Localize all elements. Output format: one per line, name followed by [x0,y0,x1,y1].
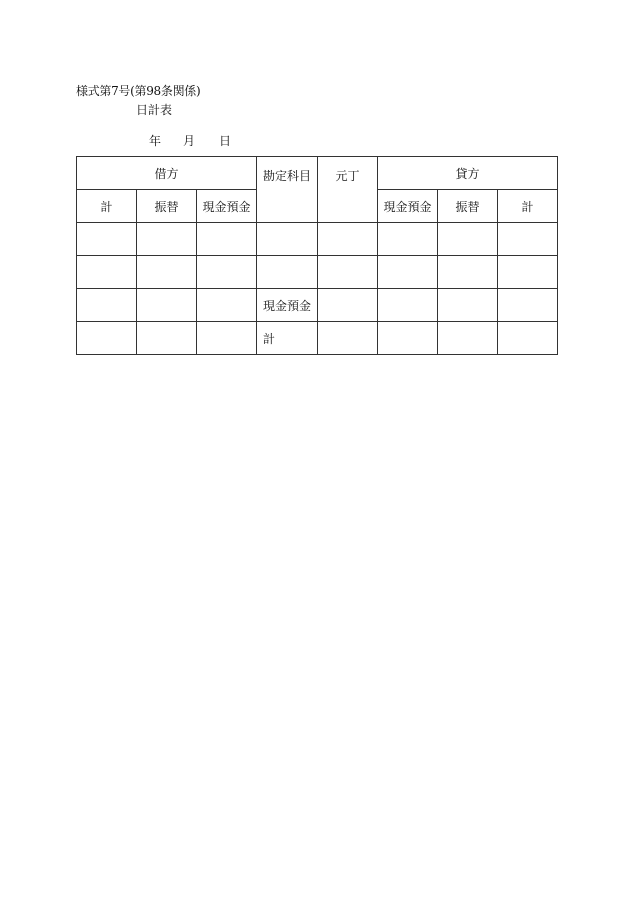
table-cell [498,322,558,355]
table-cell [137,322,197,355]
table-cell [77,256,137,289]
table-cell [137,289,197,322]
table-row [77,223,558,256]
table-cell [438,256,498,289]
credit-total-header: 計 [498,190,558,223]
table-cell [498,223,558,256]
date-day-label: 日 [219,134,232,148]
debit-total-header: 計 [77,190,137,223]
daily-summary-table [76,156,558,355]
table-cell [318,289,378,322]
table-cell [378,289,438,322]
table-cell [257,256,318,289]
table-row [77,289,558,322]
table-cell [318,223,378,256]
table-cell [257,223,318,256]
document-title: 日計表 [136,103,173,117]
table-cell [378,223,438,256]
header-row [77,157,558,190]
table-cell [197,322,257,355]
table-row [77,322,558,355]
account-header: 勘定科目 [257,157,318,223]
table-cell [438,223,498,256]
table-cell [197,256,257,289]
table-cell [137,223,197,256]
table-cell [318,256,378,289]
table-cell [77,289,137,322]
debit-transfer-header: 振替 [137,190,197,223]
table-cell [77,322,137,355]
date-month-label: 月 [183,134,196,148]
table-cell [197,289,257,322]
ledger-page-header: 元丁 [318,157,378,223]
table-cell [137,256,197,289]
table-cell [77,223,137,256]
debit-header: 借方 [77,157,257,190]
form-title: 様式第7号(第98条関係) [76,84,201,98]
table-cell [498,289,558,322]
table-cell [378,256,438,289]
credit-transfer-header: 振替 [438,190,498,223]
table-cell [378,322,438,355]
table-cell [498,256,558,289]
date-year-label: 年 [149,134,162,148]
credit-header: 貸方 [378,157,558,190]
table-cell [438,322,498,355]
table-cell [318,322,378,355]
table-cell [197,223,257,256]
table-row [77,256,558,289]
debit-cash-deposit-header: 現金預金 [197,190,257,223]
table-cell [438,289,498,322]
account-total-cell: 計 [257,322,318,355]
account-cash-deposit-cell: 現金預金 [257,289,318,322]
credit-cash-deposit-header: 現金預金 [378,190,438,223]
